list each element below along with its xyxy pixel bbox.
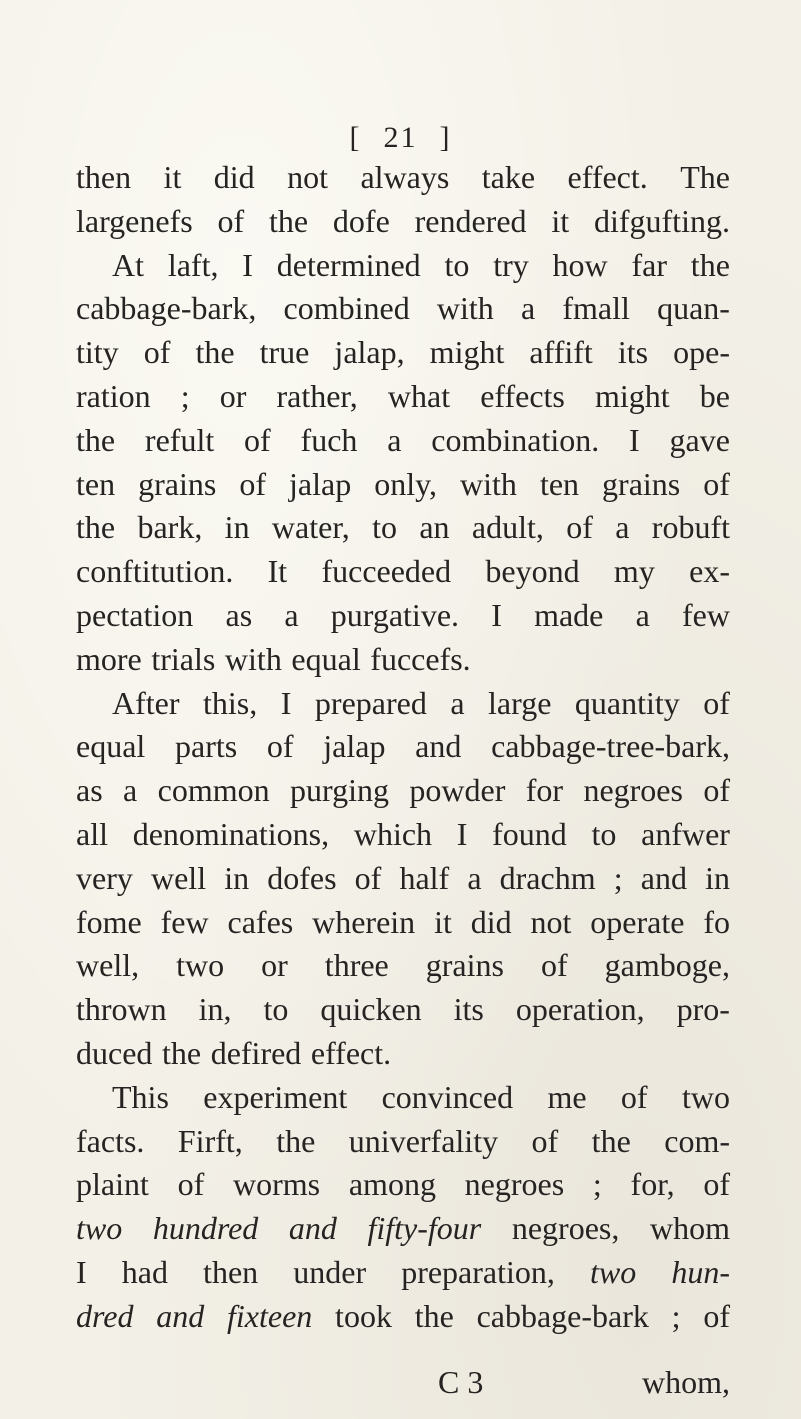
word: very xyxy=(76,859,133,896)
word: this, xyxy=(203,684,258,721)
word: for xyxy=(525,772,564,809)
word: pectation xyxy=(76,596,194,633)
word: of xyxy=(266,728,294,765)
word: far xyxy=(631,246,667,283)
word: preparation, xyxy=(401,1253,555,1290)
word: fo xyxy=(703,903,730,940)
word: powder xyxy=(409,772,506,809)
word: a xyxy=(635,596,650,633)
word: bark, xyxy=(137,509,203,546)
text-line xyxy=(76,1120,730,1164)
word: the xyxy=(76,509,116,546)
word: of xyxy=(703,684,730,721)
word: of xyxy=(566,509,593,546)
word: convinced xyxy=(381,1078,514,1115)
word: of xyxy=(217,202,245,239)
word: with xyxy=(224,640,282,677)
word: of xyxy=(703,465,730,502)
word: or xyxy=(219,377,247,414)
text-line xyxy=(76,725,730,769)
word: then xyxy=(203,1253,259,1290)
word: in, xyxy=(198,991,232,1028)
word: had xyxy=(121,1253,168,1290)
text-line xyxy=(76,244,730,288)
word: the xyxy=(414,1297,454,1334)
word: gave xyxy=(669,421,730,458)
word: its xyxy=(617,334,649,371)
word: ten xyxy=(539,465,580,502)
word: be xyxy=(699,377,730,414)
word: few xyxy=(160,903,209,940)
word: negroes, xyxy=(511,1210,620,1247)
word: the xyxy=(269,202,309,239)
word: fome xyxy=(76,903,142,940)
word: a xyxy=(520,290,536,327)
word: of xyxy=(244,421,271,458)
word: more xyxy=(76,640,142,677)
word: it xyxy=(551,202,570,239)
word: rendered xyxy=(414,202,527,239)
text-line xyxy=(76,506,730,550)
word: to xyxy=(263,991,289,1028)
text-line xyxy=(76,1207,730,1251)
word: with xyxy=(436,290,494,327)
word: jalap xyxy=(323,728,386,765)
word: dofes xyxy=(267,859,337,896)
word: grains xyxy=(138,465,217,502)
word: as xyxy=(76,772,103,809)
word: worms xyxy=(233,1166,321,1203)
word: ; xyxy=(613,859,623,896)
word: grains xyxy=(425,947,504,984)
word: jalap xyxy=(289,465,352,502)
word: The xyxy=(680,159,730,195)
word: effects xyxy=(480,377,565,414)
word: found xyxy=(492,815,567,852)
word: At xyxy=(112,246,144,283)
word: its xyxy=(453,991,484,1028)
word: three xyxy=(324,947,389,984)
word: the xyxy=(276,1122,316,1159)
word: hun- xyxy=(671,1253,730,1290)
word: an xyxy=(419,509,450,546)
word: I xyxy=(491,596,502,633)
word: equal xyxy=(76,728,146,765)
page-footer xyxy=(76,1364,730,1417)
word: in xyxy=(224,859,250,896)
word: a xyxy=(387,421,402,458)
word: largenefs xyxy=(76,202,193,239)
word: a xyxy=(123,772,138,809)
word: ; xyxy=(180,377,190,414)
word: prepared xyxy=(314,684,427,721)
word: did xyxy=(213,159,255,195)
word: well, xyxy=(76,947,140,984)
word: beyond xyxy=(485,553,580,590)
word: for, xyxy=(630,1166,675,1203)
word: the xyxy=(591,1122,631,1159)
header-bracket-left: [ xyxy=(349,121,362,154)
word: jalap, xyxy=(334,334,405,371)
word: After xyxy=(112,684,180,721)
text-line xyxy=(76,1251,730,1295)
word: wherein xyxy=(312,903,416,940)
word: the xyxy=(76,421,116,458)
word: take xyxy=(481,159,536,195)
word: rather, xyxy=(276,377,358,414)
text-line xyxy=(76,156,730,200)
word: pro- xyxy=(676,991,730,1028)
word: two xyxy=(176,947,225,984)
word: two xyxy=(589,1253,637,1290)
word: and xyxy=(640,859,687,896)
word: fuccefs. xyxy=(370,640,471,677)
word: to xyxy=(591,815,617,852)
word: experiment xyxy=(203,1078,348,1115)
word: did xyxy=(470,903,512,940)
word: I xyxy=(629,421,640,458)
word: of xyxy=(703,772,730,809)
word: I xyxy=(76,1253,87,1290)
header-bracket-right: ] xyxy=(439,121,452,154)
word: denominations, xyxy=(132,815,330,852)
word: me xyxy=(547,1078,587,1115)
word: parts xyxy=(175,728,238,765)
catchword: whom, xyxy=(642,1364,730,1400)
word: robuft xyxy=(651,509,730,546)
word: quan- xyxy=(657,290,730,327)
word: my xyxy=(613,553,655,590)
word: operation, xyxy=(515,991,645,1028)
word: then xyxy=(76,159,132,195)
word: of xyxy=(540,947,568,984)
word: purgative. xyxy=(330,596,460,633)
word: it xyxy=(434,903,452,940)
page-header xyxy=(0,118,801,158)
word: laft, xyxy=(167,246,219,283)
text-line xyxy=(76,638,730,682)
word: conftitution. xyxy=(76,553,234,590)
word: try xyxy=(493,246,529,283)
text-line xyxy=(76,1295,730,1339)
text-line xyxy=(76,901,730,945)
word: with xyxy=(460,465,517,502)
text-line xyxy=(76,463,730,507)
word: a xyxy=(450,684,465,721)
word: of xyxy=(143,334,171,371)
word: duced xyxy=(76,1034,153,1071)
word: ex- xyxy=(689,553,730,590)
word: I xyxy=(456,815,468,852)
body-text xyxy=(76,156,730,1339)
word: cabbage-bark, xyxy=(76,290,257,327)
word: facts. xyxy=(76,1122,145,1159)
word: ; xyxy=(592,1166,602,1203)
word: true xyxy=(259,334,310,371)
word: not xyxy=(530,903,572,940)
word: as xyxy=(225,596,253,633)
word: operate xyxy=(590,903,685,940)
word: negroes xyxy=(464,1166,565,1203)
word: or xyxy=(261,947,288,984)
word: large xyxy=(488,684,552,721)
word: which xyxy=(353,815,433,852)
word: hundred xyxy=(152,1210,259,1247)
word: tity xyxy=(76,334,119,371)
word: dred xyxy=(76,1297,134,1334)
word: I xyxy=(280,684,292,721)
word: fixteen xyxy=(227,1297,313,1334)
signature-mark: C 3 xyxy=(438,1364,484,1400)
word: This xyxy=(112,1078,169,1115)
word: negroes xyxy=(583,772,683,809)
word: quantity xyxy=(574,684,680,721)
word: effect. xyxy=(567,159,648,195)
word: and xyxy=(415,728,462,765)
word: and xyxy=(288,1210,337,1247)
word: only, xyxy=(374,465,438,502)
word: plaint xyxy=(76,1166,149,1203)
text-line xyxy=(76,419,730,463)
word: a xyxy=(284,596,299,633)
word: what xyxy=(387,377,451,414)
word: made xyxy=(534,596,604,633)
word: two xyxy=(681,1078,730,1115)
word: the xyxy=(690,246,730,283)
word: adult, xyxy=(471,509,544,546)
word: all xyxy=(76,815,108,852)
word: difgufting. xyxy=(593,202,730,239)
word: whom xyxy=(649,1210,730,1247)
word: of xyxy=(177,1166,205,1203)
word: trials xyxy=(151,640,216,677)
word: water, xyxy=(271,509,350,546)
word: under xyxy=(293,1253,367,1290)
word: combined xyxy=(283,290,410,327)
word: I xyxy=(242,246,253,283)
word: might xyxy=(429,334,505,371)
word: among xyxy=(348,1166,436,1203)
word: ten xyxy=(76,465,116,502)
word: the xyxy=(195,334,235,371)
word: two xyxy=(76,1210,123,1247)
word: anfwer xyxy=(641,815,730,852)
word: determined xyxy=(276,246,421,283)
word: effect. xyxy=(310,1034,392,1071)
word: always xyxy=(360,159,450,195)
word: it xyxy=(163,159,182,195)
word: of xyxy=(354,859,382,896)
word: cafes xyxy=(227,903,294,940)
word: of xyxy=(531,1122,559,1159)
word: combination. xyxy=(431,421,600,458)
word: refult xyxy=(144,421,215,458)
text-line xyxy=(76,331,730,375)
word: well xyxy=(150,859,207,896)
word: univerfality xyxy=(348,1122,499,1159)
word: gamboge, xyxy=(604,947,730,984)
text-line xyxy=(76,857,730,901)
word: not xyxy=(287,159,329,195)
text-line xyxy=(76,1163,730,1207)
word: might xyxy=(594,377,670,414)
word: fucceeded xyxy=(321,553,452,590)
page-number: 21 xyxy=(383,121,418,154)
text-line xyxy=(76,682,730,726)
text-line xyxy=(76,944,730,988)
word: how xyxy=(552,246,608,283)
word: grains xyxy=(602,465,681,502)
word: in xyxy=(705,859,730,896)
word: ; xyxy=(671,1297,681,1334)
text-line xyxy=(76,1032,730,1076)
text-line xyxy=(76,550,730,594)
word: ration xyxy=(76,377,151,414)
word: of xyxy=(620,1078,648,1115)
word: cabbage-tree-bark, xyxy=(491,728,730,765)
word: fifty-four xyxy=(367,1210,482,1247)
word: dofe xyxy=(332,202,390,239)
word: and xyxy=(156,1297,205,1334)
text-line xyxy=(76,287,730,331)
word: of xyxy=(703,1297,730,1334)
text-line xyxy=(76,813,730,857)
word: com- xyxy=(664,1122,730,1159)
word: in xyxy=(224,509,250,546)
text-line xyxy=(76,769,730,813)
word: affift xyxy=(529,334,593,371)
text-line xyxy=(76,375,730,419)
word: few xyxy=(681,596,730,633)
text-line xyxy=(76,1076,730,1120)
word: a xyxy=(615,509,630,546)
word: thrown xyxy=(76,991,167,1028)
word: half xyxy=(399,859,450,896)
word: cabbage-bark xyxy=(476,1297,649,1334)
word: to xyxy=(444,246,470,283)
word: of xyxy=(703,1166,730,1203)
word: a xyxy=(467,859,482,896)
word: purging xyxy=(290,772,389,809)
word: It xyxy=(267,553,288,590)
word: of xyxy=(239,465,266,502)
word: Firft, xyxy=(177,1122,243,1159)
word: to xyxy=(372,509,397,546)
word: fmall xyxy=(562,290,630,327)
word: quicken xyxy=(320,991,422,1028)
text-line xyxy=(76,594,730,638)
word: fuch xyxy=(300,421,358,458)
word: drachm xyxy=(499,859,596,896)
word: equal xyxy=(291,640,361,677)
word: the xyxy=(162,1034,202,1071)
text-line xyxy=(76,200,730,244)
word: took xyxy=(335,1297,392,1334)
word: defired xyxy=(210,1034,302,1071)
word: common xyxy=(157,772,270,809)
text-line xyxy=(76,988,730,1032)
word: ope- xyxy=(673,334,730,371)
